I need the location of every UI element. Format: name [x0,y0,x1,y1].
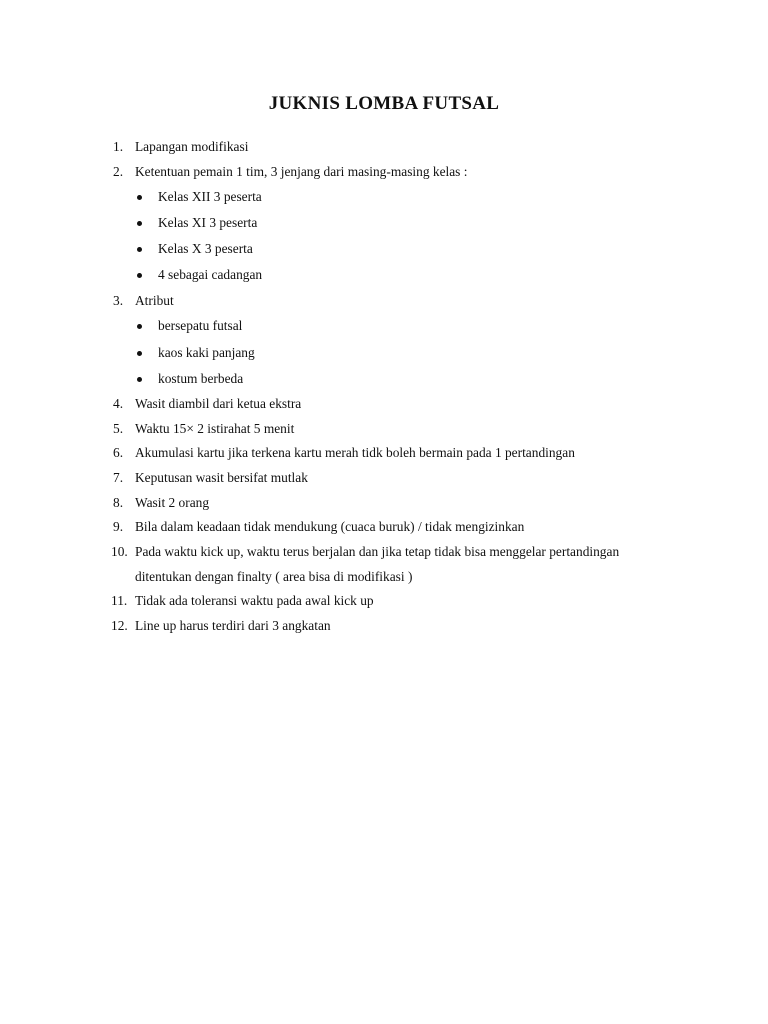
bullet-dot-icon [137,273,142,278]
item-number: 3. [113,293,124,308]
item-text: Bila dalam keadaan tidak mendukung (cuaca buruk) / tidak mengizinkan [135,519,525,534]
bullet-text: Kelas XI 3 peserta [158,215,258,230]
item-text: Lapangan modifikasi [135,139,249,154]
item-text: Pada waktu kick up, waktu terus berjalan dan jika tetap tidak bisa menggelar pertandingan [135,544,620,559]
item-text: Tidak ada toleransi waktu pada awal kick up [135,593,374,608]
item-number: 6. [113,445,124,460]
bullet-dot-icon [137,377,142,382]
bullet-text: Kelas XII 3 peserta [158,189,262,204]
item-text: Keputusan wasit bersifat mutlak [135,470,308,485]
bullet-dot-icon [137,221,142,226]
item-number: 11. [111,593,128,608]
item-text: Akumulasi kartu jika terkena kartu merah tidk boleh bermain pada 1 pertandingan [135,445,575,460]
item-text: Line up harus terdiri dari 3 angkatan [135,618,331,633]
item-text: Ketentuan pemain 1 tim, 3 jenjang dari masing-masing kelas : [135,164,468,179]
item-text: Wasit diambil dari ketua ekstra [135,396,302,411]
bullet-dot-icon [137,195,142,200]
bullet-dot-icon [137,351,142,356]
item-number: 7. [113,470,124,485]
document-title: JUKNIS LOMBA FUTSAL [268,93,500,114]
bullet-text: 4 sebagai cadangan [158,267,263,282]
item-number: 2. [113,164,124,179]
bullet-text: Kelas X 3 peserta [158,241,253,256]
item-number: 5. [113,421,124,436]
item-text-continuation: ditentukan dengan finalty ( area bisa di modifikasi ) [135,569,413,584]
item-text: Wasit 2 orang [135,495,210,510]
bullet-text: kaos kaki panjang [158,345,255,360]
item-number: 9. [113,519,124,534]
item-number: 4. [113,396,124,411]
item-number: 8. [113,495,124,510]
bullet-dot-icon [137,324,142,329]
item-text: Atribut [135,293,174,308]
bullet-text: bersepatu futsal [158,318,243,333]
item-number: 12. [111,618,128,633]
bullet-text: kostum berbeda [158,371,244,386]
item-number: 10. [111,544,128,559]
item-number: 1. [113,139,124,154]
bullet-dot-icon [137,247,142,252]
item-text: Waktu 15× 2 istirahat 5 menit [135,421,295,436]
